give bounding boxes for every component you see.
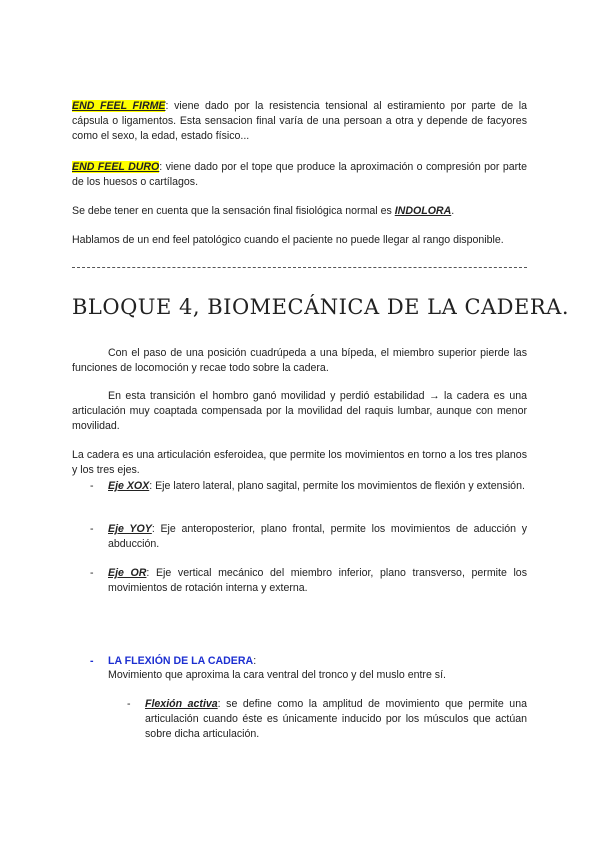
- flexion-activa-term: Flexión activa: [145, 698, 218, 710]
- body-paragraph-3: La cadera es una articulación esferoidea, que permite los movimientos en torno a los tres planos y los tres ejes.: [72, 449, 527, 476]
- list-dash: -: [127, 698, 131, 710]
- list-dash: -: [90, 523, 94, 535]
- list-dash: -: [90, 655, 94, 667]
- flexion-activa-text: : se define como la amplitud de movimiento que permite una articulación cuando éste es únicamente inducido por los músculos que actúan sobre dicha articulación.: [145, 698, 527, 740]
- list-dash: -: [90, 480, 94, 492]
- eje-or-item: [108, 566, 527, 596]
- body-paragraph-2: En esta transición el hombro ganó movilidad y perdió estabilidad → la cadera es una articulación muy coaptada compensada por la movilidad del raquis lumbar, aunque con menor movilidad.: [72, 390, 527, 432]
- eje-xox-text: : Eje latero lateral, plano sagital, permite los movimientos de flexión y extensión.: [149, 480, 525, 492]
- eje-xox-item: [108, 479, 527, 494]
- end-feel-duro-paragraph: [72, 160, 527, 190]
- indolora-pre: Se debe tener en cuenta que la sensación final fisiológica normal es: [72, 205, 395, 217]
- eje-xox-term: Eje XOX: [108, 480, 150, 492]
- eje-or-term: Eje OR: [108, 567, 147, 579]
- eje-or-text: : Eje vertical mecánico del miembro inferior, plano transverso, permite los movimientos de rotación interna y externa.: [108, 567, 527, 594]
- section-divider: [72, 267, 527, 268]
- flexion-activa-item: [145, 697, 527, 742]
- indolora-post: .: [451, 205, 455, 217]
- end-feel-duro-text: : viene dado por el tope que produce la aproximación o compresión por parte de los huesos o cartílagos.: [72, 161, 528, 188]
- end-feel-duro-term: END FEEL DURO: [72, 161, 160, 173]
- body-paragraph-1: Con el paso de una posición cuadrúpeda a una bípeda, el miembro superior pierde las funciones de locomoción y recae todo sobre la cadera.: [72, 347, 527, 374]
- patologico-paragraph: Hablamos de un end feel patológico cuando el paciente no puede llegar al rango disponible.: [72, 234, 504, 246]
- eje-yoy-text: : Eje anteroposterior, plano frontal, permite los movimientos de aducción y abducción.: [108, 523, 528, 550]
- indolora-paragraph: [72, 204, 527, 219]
- list-dash: -: [90, 567, 94, 579]
- eje-yoy-item: [108, 522, 527, 552]
- flexion-title: LA FLEXIÓN DE LA CADERA: [108, 655, 254, 667]
- end-feel-firme-paragraph: [72, 99, 527, 144]
- eje-yoy-term: Eje YOY: [108, 523, 152, 535]
- end-feel-firme-text: : viene dado por la resistencia tensional al estiramiento por parte de la cápsula o ligamentos. Esta sensacion final varía de una persoan a otra y depende de facyores como el sexo, la edad, estado físico...: [72, 100, 528, 142]
- flexion-title-line: [108, 654, 527, 669]
- flexion-description: Movimiento que aproxima la cara ventral del tronco y del muslo entre sí.: [108, 669, 446, 681]
- indolora-term: INDOLORA: [394, 205, 452, 217]
- section-heading: BLOQUE 4, BIOMECÁNICA DE LA CADERA.: [72, 295, 569, 319]
- end-feel-firme-term: END FEEL FIRME: [72, 100, 166, 112]
- flexion-title-colon: :: [253, 655, 257, 667]
